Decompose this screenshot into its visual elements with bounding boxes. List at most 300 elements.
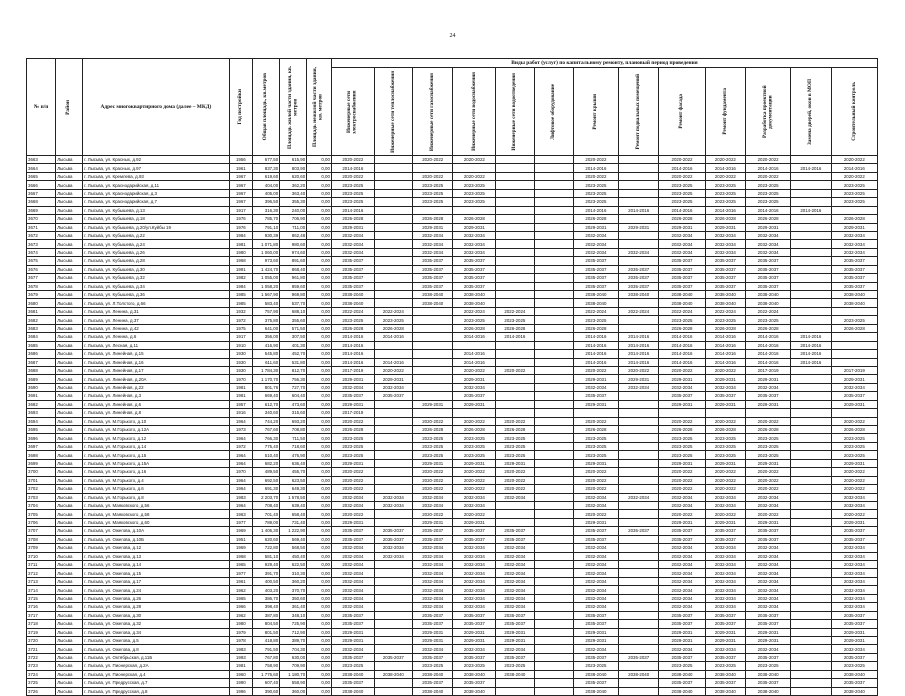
row-work-10: 2032-2034	[746, 603, 791, 611]
row-living-area: 1 180,70	[280, 670, 307, 678]
row-work-11	[791, 257, 832, 265]
row-work-2: 2023-2025	[412, 434, 453, 442]
row-work-12: 2035-2037	[831, 282, 877, 290]
row-number: 3701	[27, 476, 56, 484]
row-address: г. Лысьва, ул. Линейная, д.15	[83, 350, 229, 358]
row-district: Лысьва	[56, 215, 83, 223]
row-address: г. Лысьва, ул. Кубышева, д.24	[83, 240, 229, 248]
row-work-10: 2023-2025	[746, 662, 791, 670]
row-work-12: 2038-2040	[831, 291, 877, 299]
row-district: Лысьва	[56, 223, 83, 231]
table-row	[27, 316, 878, 324]
row-work-12	[831, 206, 877, 214]
row-work-6: 2023-2025	[573, 198, 618, 206]
row-work-12: 2032-2034	[831, 561, 877, 569]
row-address: г. Лысьва, ул. Ожегова, д.12	[83, 544, 229, 552]
row-work-5	[534, 603, 573, 611]
row-address: г. Лысьва, ул. Ожегова, д.24	[83, 586, 229, 594]
row-district: Лысьва	[56, 679, 83, 687]
row-work-0: 2032-2034	[331, 552, 374, 560]
row-work-7	[618, 594, 659, 602]
row-work-8: 2032-2034	[659, 501, 705, 509]
row-work-0: 2032-2034	[331, 231, 374, 239]
table-row	[27, 164, 878, 172]
table-row	[27, 333, 878, 341]
row-number: 3723	[27, 662, 56, 670]
row-number: 3725	[27, 679, 56, 687]
row-work-10: 2014-2016	[746, 358, 791, 366]
row-address: г. Лысьва, ул. Ожегова, д.30	[83, 611, 229, 619]
row-work-10: 2032-2034	[746, 569, 791, 577]
row-work-2: 2020-2022	[412, 510, 453, 518]
row-work-8: 2029-2031	[659, 375, 705, 383]
row-work-2: 2038-2040	[412, 687, 453, 695]
row-work-10: 2029-2031	[746, 459, 791, 467]
row-address: г. Лысьва, ул. М.Горького, д.6	[83, 485, 229, 493]
row-total-area: 611,60	[253, 358, 280, 366]
row-year: 1981	[229, 240, 253, 248]
row-work-3: 2035-2037	[453, 282, 496, 290]
row-work-4: 2023-2025	[496, 316, 534, 324]
row-work-4	[496, 223, 534, 231]
row-living-area: 361,40	[280, 603, 307, 611]
table-row	[27, 679, 878, 687]
row-work-7	[618, 400, 659, 408]
row-address: г. Лысьва, ул. Ожегова, д.32	[83, 620, 229, 628]
row-living-area: 623,50	[280, 476, 307, 484]
row-number: 3711	[27, 561, 56, 569]
row-work-12	[831, 409, 877, 417]
row-total-area: 641,00	[253, 324, 280, 332]
row-district: Лысьва	[56, 198, 83, 206]
row-work-5	[534, 248, 573, 256]
row-work-2: 2032-2034	[412, 493, 453, 501]
row-work-12: 2026-2028	[831, 215, 877, 223]
row-district: Лысьва	[56, 172, 83, 180]
row-work-12: 2029-2031	[831, 375, 877, 383]
row-work-4	[496, 274, 534, 282]
row-work-6: 2035-2037	[573, 620, 618, 628]
row-year: 1965	[229, 594, 253, 602]
row-total-area: 400,50	[253, 577, 280, 585]
row-work-1	[374, 510, 412, 518]
row-work-8: 2020-2022	[659, 468, 705, 476]
row-work-11	[791, 561, 832, 569]
table-row	[27, 392, 878, 400]
row-work-10: 2035-2037	[746, 527, 791, 535]
row-work-1	[374, 350, 412, 358]
row-address: г. Лысьва, ул. Ожегова, д.28	[83, 603, 229, 611]
row-work-10: 2014-2016	[746, 333, 791, 341]
row-work-6: 2035-2037	[573, 611, 618, 619]
row-work-4	[496, 231, 534, 239]
row-work-9	[705, 409, 746, 417]
row-work-11	[791, 442, 832, 450]
row-work-7	[618, 299, 659, 307]
row-work-1	[374, 662, 412, 670]
row-year: 1964	[229, 476, 253, 484]
row-work-10: 2023-2025	[746, 442, 791, 450]
row-work-2	[412, 375, 453, 383]
row-work-2: 2035-2037	[412, 257, 453, 265]
row-work-8: 2032-2034	[659, 586, 705, 594]
table-row	[27, 485, 878, 493]
row-work-1	[374, 198, 412, 206]
row-work-4: 2032-2034	[496, 645, 534, 653]
row-work-9: 2035-2037	[705, 611, 746, 619]
row-work-4: 2032-2034	[496, 594, 534, 602]
row-district: Лысьва	[56, 628, 83, 636]
row-work-9: 2032-2034	[705, 561, 746, 569]
row-work-11: 2014-2016	[791, 341, 832, 349]
row-work-3: 2023-2025	[453, 442, 496, 450]
row-work-12: 2023-2025	[831, 434, 877, 442]
row-work-4	[496, 172, 534, 180]
row-work-4: 2035-2037	[496, 611, 534, 619]
row-work-9: 2035-2037	[705, 265, 746, 273]
row-work-9: 2035-2037	[705, 257, 746, 265]
row-number: 3689	[27, 375, 56, 383]
row-work-5	[534, 409, 573, 417]
row-work-7	[618, 603, 659, 611]
row-work-5	[534, 223, 573, 231]
row-work-11	[791, 172, 832, 180]
row-work-11	[791, 603, 832, 611]
row-address: г. Лысьва, ул. М.Горького, д.14	[83, 442, 229, 450]
row-work-3: 2026-2028	[453, 426, 496, 434]
row-work-0: 2020-2022	[331, 476, 374, 484]
row-number: 3664	[27, 164, 56, 172]
row-year: 1984	[229, 282, 253, 290]
row-work-1: 2026-2028	[374, 324, 412, 332]
row-work-5	[534, 653, 573, 661]
row-number: 3702	[27, 485, 56, 493]
row-work-8: 2020-2022	[659, 156, 705, 164]
row-work-11	[791, 493, 832, 501]
row-work-4	[496, 240, 534, 248]
row-work-0: 2029-2031	[331, 459, 374, 467]
row-address: г. Лысьва, ул. Лесная, д.11	[83, 341, 229, 349]
row-work-11	[791, 274, 832, 282]
row-work-11: 2014-2016	[791, 350, 832, 358]
row-year: 1930	[229, 358, 253, 366]
row-work-12: 2032-2034	[831, 231, 877, 239]
row-work-4: 2032-2034	[496, 603, 534, 611]
row-work-2	[412, 383, 453, 391]
row-nonliving-area: 0,00	[307, 451, 332, 459]
row-work-9: 2020-2022	[705, 172, 746, 180]
row-nonliving-area: 0,00	[307, 341, 332, 349]
row-address: г. Лысьва, ул. Октябрьская, д.11Б	[83, 653, 229, 661]
row-work-6: 2023-2025	[573, 662, 618, 670]
row-number: 3686	[27, 350, 56, 358]
row-work-10: 2035-2037	[746, 679, 791, 687]
row-work-11	[791, 569, 832, 577]
row-work-5	[534, 164, 573, 172]
table-row	[27, 400, 878, 408]
row-year: 1983	[229, 645, 253, 653]
row-nonliving-area: 0,00	[307, 577, 332, 585]
table-row	[27, 265, 878, 273]
row-address: г. Лысьва, ул. Краснодарийская, д.3	[83, 189, 229, 197]
row-number: 3719	[27, 628, 56, 636]
row-work-7	[618, 442, 659, 450]
row-total-area: 416,90	[253, 341, 280, 349]
row-work-11	[791, 577, 832, 585]
row-work-0: 2035-2037	[331, 653, 374, 661]
row-work-12: 2035-2037	[831, 392, 877, 400]
row-total-area: 1 784,30	[253, 366, 280, 374]
row-work-11	[791, 468, 832, 476]
row-work-8: 2035-2037	[659, 257, 705, 265]
row-work-2: 2023-2025	[412, 662, 453, 670]
table-row	[27, 383, 878, 391]
row-total-area: 1 058,20	[253, 282, 280, 290]
row-work-9: 2020-2022	[705, 468, 746, 476]
row-work-10: 2032-2034	[746, 577, 791, 585]
row-living-area: 688,10	[280, 307, 307, 315]
row-work-11	[791, 687, 832, 695]
row-nonliving-area: 0,00	[307, 611, 332, 619]
row-work-5	[534, 535, 573, 543]
row-number: 3680	[27, 299, 56, 307]
row-year: 1985	[229, 291, 253, 299]
row-living-area: 1 578,50	[280, 493, 307, 501]
row-total-area: 757,90	[253, 307, 280, 315]
row-work-1	[374, 645, 412, 653]
row-year: 1976	[229, 215, 253, 223]
row-work-3: 2020-2022	[453, 485, 496, 493]
row-work-8: 2020-2022	[659, 476, 705, 484]
row-work-4	[496, 299, 534, 307]
row-work-6: 2038-2040	[573, 687, 618, 695]
row-work-0: 2032-2034	[331, 383, 374, 391]
row-work-9: 2014-2016	[705, 206, 746, 214]
row-work-5	[534, 451, 573, 459]
row-work-4	[496, 679, 534, 687]
row-work-3: 2038-2040	[453, 670, 496, 678]
row-work-7	[618, 189, 659, 197]
row-living-area: 658,40	[280, 510, 307, 518]
row-work-3: 2014-2016	[453, 333, 496, 341]
row-work-5	[534, 485, 573, 493]
row-work-6: 2029-2031	[573, 459, 618, 467]
table-row	[27, 451, 878, 459]
row-district: Лысьва	[56, 307, 83, 315]
row-work-10: 2029-2031	[746, 223, 791, 231]
row-work-5	[534, 561, 573, 569]
row-year: 1930	[229, 350, 253, 358]
row-work-1	[374, 569, 412, 577]
row-work-2: 2020-2022	[412, 468, 453, 476]
row-work-9: 2038-2040	[705, 670, 746, 678]
row-work-11	[791, 181, 832, 189]
row-work-2: 2029-2031	[412, 636, 453, 644]
row-work-5	[534, 670, 573, 678]
row-work-8: 2035-2037	[659, 535, 705, 543]
row-work-4	[496, 409, 534, 417]
row-address: г. Лысьва, ул. Ожегова, д.34	[83, 628, 229, 636]
row-work-2: 2023-2025	[412, 442, 453, 450]
row-work-7	[618, 316, 659, 324]
row-work-3: 2020-2022	[453, 156, 496, 164]
row-work-7	[618, 620, 659, 628]
row-work-0: 2032-2034	[331, 240, 374, 248]
row-address: г. Лысьва, ул. М.Горького, д.10	[83, 417, 229, 425]
row-district: Лысьва	[56, 485, 83, 493]
row-year: 1977	[229, 518, 253, 526]
row-work-6: 2026-2028	[573, 426, 618, 434]
table-row	[27, 493, 878, 501]
row-year: 1967	[229, 181, 253, 189]
row-number: 3697	[27, 442, 56, 450]
row-work-1	[374, 291, 412, 299]
row-work-10: 2017-2019	[746, 366, 791, 374]
row-work-10: 2032-2034	[746, 501, 791, 509]
row-address: г. Лысьва, ул. Кубышева, д.28	[83, 257, 229, 265]
row-work-10: 2023-2025	[746, 451, 791, 459]
row-living-area: 980,60	[280, 240, 307, 248]
row-work-11	[791, 501, 832, 509]
row-year: 1983	[229, 493, 253, 501]
row-total-area: 1 060,00	[253, 248, 280, 256]
row-work-9: 2023-2025	[705, 434, 746, 442]
row-living-area: 725,90	[280, 620, 307, 628]
row-work-3: 2032-2034	[453, 240, 496, 248]
row-nonliving-area: 0,00	[307, 552, 332, 560]
row-work-1	[374, 299, 412, 307]
row-work-2: 2032-2034	[412, 603, 453, 611]
row-work-10: 2020-2022	[746, 156, 791, 164]
row-work-11	[791, 417, 832, 425]
row-year: 1964	[229, 434, 253, 442]
header-work-1: Инженерные сети теплоснабжения	[374, 68, 412, 156]
row-nonliving-area: 0,00	[307, 350, 332, 358]
header-work-11: Замена дверей, окон в МОП	[791, 68, 832, 156]
row-number: 3710	[27, 552, 56, 560]
row-total-area: 682,20	[253, 459, 280, 467]
row-district: Лысьва	[56, 240, 83, 248]
row-work-1	[374, 156, 412, 164]
row-work-6: 2014-2016	[573, 164, 618, 172]
row-work-1	[374, 417, 412, 425]
row-nonliving-area: 0,00	[307, 468, 332, 476]
row-work-6: 2032-2034	[573, 493, 618, 501]
row-work-7	[618, 662, 659, 670]
row-work-0: 2029-2031	[331, 223, 374, 231]
row-work-5	[534, 366, 573, 374]
row-work-12	[831, 333, 877, 341]
row-work-6: 2035-2037	[573, 392, 618, 400]
row-total-area: 612,70	[253, 400, 280, 408]
row-nonliving-area: 0,00	[307, 215, 332, 223]
row-number: 3693	[27, 409, 56, 417]
row-work-9: 2014-2016	[705, 341, 746, 349]
row-work-6: 2023-2025	[573, 442, 618, 450]
header-num: № п/п	[27, 59, 56, 156]
table-row	[27, 257, 878, 265]
row-total-area: 396,50	[253, 198, 280, 206]
row-address: г. Лысьва, ул. Ожегова, д.13	[83, 552, 229, 560]
row-work-3: 2014-2016	[453, 358, 496, 366]
row-work-7	[618, 181, 659, 189]
row-work-4	[496, 189, 534, 197]
row-number: 3676	[27, 265, 56, 273]
row-work-0: 2020-2022	[331, 156, 374, 164]
row-work-6: 2014-2016	[573, 358, 618, 366]
row-number: 3716	[27, 603, 56, 611]
row-work-3: 2023-2025	[453, 662, 496, 670]
row-work-11	[791, 662, 832, 670]
row-district: Лысьва	[56, 257, 83, 265]
row-nonliving-area: 0,00	[307, 409, 332, 417]
row-work-11	[791, 434, 832, 442]
row-work-12: 2032-2034	[831, 603, 877, 611]
row-work-6: 2032-2034	[573, 603, 618, 611]
row-work-7	[618, 434, 659, 442]
row-work-0: 2029-2031	[331, 518, 374, 526]
row-work-6: 2032-2034	[573, 569, 618, 577]
row-number: 3690	[27, 383, 56, 391]
row-work-10: 2032-2034	[746, 645, 791, 653]
row-total-area: 758,90	[253, 662, 280, 670]
row-work-6: 2020-2022	[573, 485, 618, 493]
row-work-12: 2026-2028	[831, 426, 877, 434]
table-row	[27, 434, 878, 442]
row-district: Лысьва	[56, 510, 83, 518]
row-number: 3714	[27, 586, 56, 594]
row-work-7	[618, 535, 659, 543]
row-address: г. Лысьва, ул. Линейная, д.17	[83, 366, 229, 374]
header-works-group: Виды работ (услуг) по капитальному ремонту, плановый период проведения	[331, 59, 877, 68]
header-district: Район	[56, 59, 83, 156]
row-work-6: 2014-2016	[573, 206, 618, 214]
row-work-8: 2032-2034	[659, 383, 705, 391]
row-work-9: 2014-2016	[705, 333, 746, 341]
row-work-10: 2032-2034	[746, 240, 791, 248]
row-work-3: 2029-2031	[453, 223, 496, 231]
row-number: 3704	[27, 501, 56, 509]
row-year: 1951	[229, 535, 253, 543]
row-work-7: 2029-2031	[618, 223, 659, 231]
row-work-2	[412, 409, 453, 417]
row-district: Лысьва	[56, 375, 83, 383]
row-work-0: 2029-2031	[331, 400, 374, 408]
row-district: Лысьва	[56, 518, 83, 526]
row-work-10: 2026-2028	[746, 215, 791, 223]
row-address: г. Лысьва, ул. Предрусская, д.8	[83, 687, 229, 695]
row-work-9: 2029-2031	[705, 223, 746, 231]
row-work-3: 2023-2025	[453, 434, 496, 442]
row-work-8: 2022-2024	[659, 307, 705, 315]
row-work-0: 2035-2037	[331, 611, 374, 619]
row-work-10: 2026-2028	[746, 426, 791, 434]
row-year: 1962	[229, 611, 253, 619]
row-work-5	[534, 231, 573, 239]
row-work-10: 2032-2034	[746, 544, 791, 552]
row-work-10: 2020-2022	[746, 417, 791, 425]
row-work-1	[374, 240, 412, 248]
row-year: 1965	[229, 561, 253, 569]
row-total-area: 775,40	[253, 442, 280, 450]
row-living-area: 363,40	[280, 189, 307, 197]
row-nonliving-area: 0,00	[307, 248, 332, 256]
row-total-area: 766,30	[253, 434, 280, 442]
row-district: Лысьва	[56, 299, 83, 307]
row-year: 1981	[229, 392, 253, 400]
row-work-5	[534, 282, 573, 290]
row-work-12: 2023-2025	[831, 189, 877, 197]
